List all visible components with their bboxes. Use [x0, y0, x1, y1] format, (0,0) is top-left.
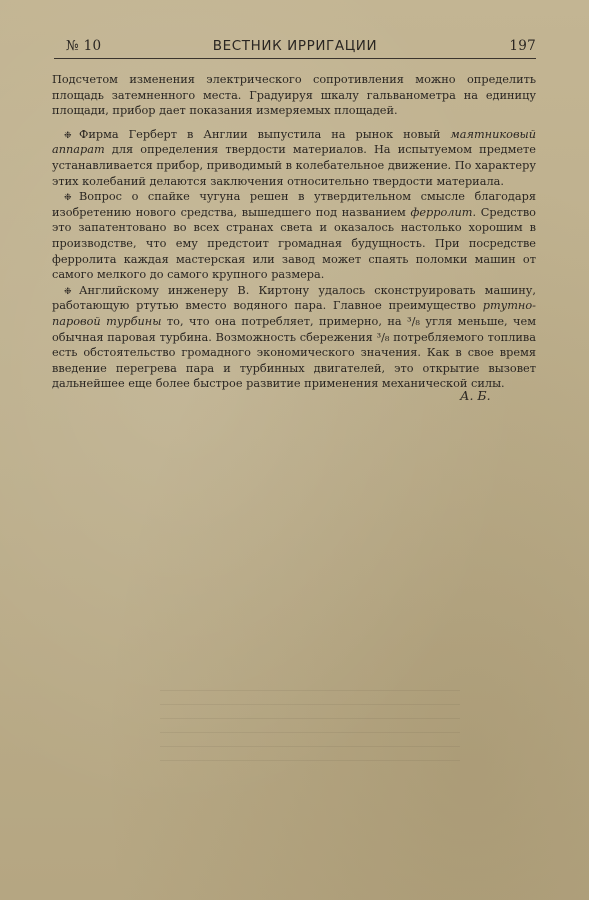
paragraph-1 — [52, 72, 536, 119]
ornament-bullet-icon: ❉ — [64, 193, 72, 204]
issue-number: № 10 — [66, 38, 102, 54]
author-signature: А. Б. — [460, 388, 491, 403]
paragraph-3-text-a: Вопрос о спайке чугуна решен в утвердительном смысле благодаря изобретению нового средства, вышедшего под названием — [52, 190, 536, 219]
paragraph-3 — [52, 189, 536, 283]
paragraph-2 — [52, 127, 536, 189]
paragraph-2-text-b: для определения твердости материалов. На испытуемом предмете устанавливается прибор, приводимый в колебательное движение. По характеру этих колебаний делаются заключения относительно твердости материала. — [52, 143, 536, 188]
show-through-texture — [160, 690, 460, 770]
article-body — [52, 72, 536, 392]
paragraph-4-emphasis: ртутно-паровой турбины — [52, 299, 536, 328]
page-number: 197 — [509, 38, 536, 54]
paragraph-2-emphasis: маятниковый аппарат — [52, 127, 536, 157]
header-rule — [54, 58, 536, 59]
paragraph-2-text-a: Фирма Герберт в Англии выпустила на рынок новый — [79, 127, 451, 141]
paragraph-1-text: Подсчетом изменения электрического сопротивления можно определить площадь затемненного места. Градуируя шкалу гальванометра на единицу площади, прибор дает показания измеряемых площадей. — [52, 73, 536, 118]
paragraph-4-text-a: Английскому инженеру В. Киртону удалось сконструировать машину, работающую ртутью вместо водяного пара. Главное преимущество — [52, 283, 536, 313]
journal-title: ВЕСТНИК ИРРИГАЦИИ — [212, 38, 378, 54]
paragraph-3-emphasis: ферролит — [410, 205, 473, 219]
ornament-bullet-icon: ❉ — [64, 130, 72, 141]
running-header — [54, 38, 536, 56]
paragraph-4-text-b: то, что она потребляет, примерно, на ³/₈ угля меньше, чем обычная паровая турбина. Возможность сбережения ³/₈ потребляемого топлива есть обстоятельство громадного экономического значения. Как в свое время введение перегрева пара и турбинных двигателей, это открытие вызовет дальнейшее еще более быстрое развитие применения механической силы. — [52, 314, 536, 391]
ornament-bullet-icon: ❉ — [64, 286, 72, 297]
paragraph-4 — [52, 283, 536, 392]
paragraph-3-text-b: . Средство это запатентовано во всех странах света и оказалось настолько хорошим в производстве, что ему предстоит громадная будущность. При посредстве ферролита каждая мастерская или завод может спаять поломки машин от самого мелкого до самого крупного размера. — [52, 205, 536, 282]
